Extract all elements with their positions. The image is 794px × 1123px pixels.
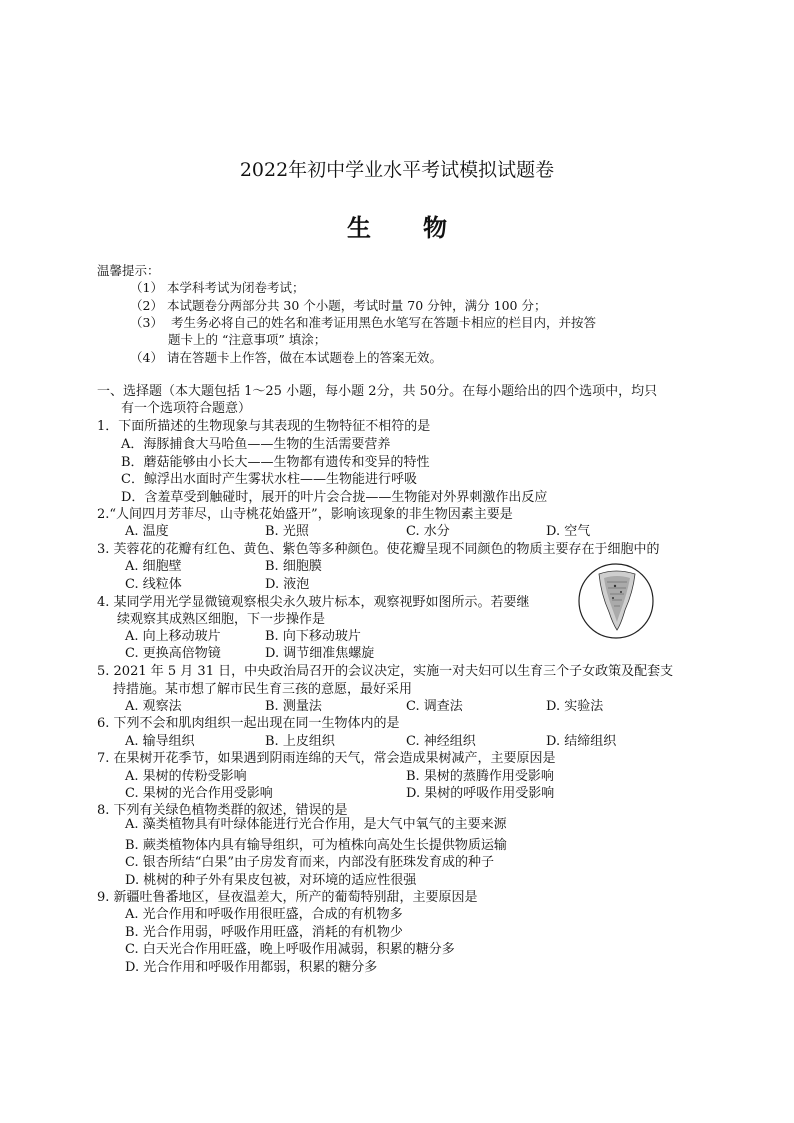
q2-option-d: D. 空气	[546, 524, 591, 539]
q5-stem: 5. 2021 年 5 月 31 日，中央政治局召开的会议决定，实施一对夫妇可以生育三个子女政策及配套支	[97, 664, 674, 679]
q3-option-c: C. 线粒体	[125, 577, 182, 592]
tip-num: （2）	[130, 298, 163, 313]
q7-option-b: B. 果树的蒸腾作用受影响	[406, 769, 554, 784]
q8-option-c: C. 银杏所结“白果”由子房发育而来，内部没有胚珠发育成的种子	[125, 855, 495, 870]
q2-option-a: A. 温度	[125, 524, 169, 539]
tip-4	[130, 349, 442, 366]
q9-option-a: A. 光合作用和呼吸作用很旺盛，合成的有机物多	[125, 907, 403, 922]
tip-text: 请在答题卡上作答，做在本试题卷上的答案无效。	[166, 350, 442, 365]
q6-option-d: D. 结缔组织	[546, 734, 617, 749]
q1-stem: 1．下面所描述的生物现象与其表现的生物特征不相符的是	[97, 419, 431, 434]
q1-option-a: A．海豚捕食大马哈鱼——生物的生活需要营养	[121, 437, 391, 452]
q4-option-b: B. 向下移动玻片	[265, 629, 361, 644]
tip-text: 本学科考试为闭卷考试；	[166, 280, 305, 295]
q4-option-d: D. 调节细准焦螺旋	[265, 646, 375, 661]
q2-option-c: C. 水分	[406, 524, 450, 539]
q9-option-b: B. 光合作用弱，呼吸作用旺盛，消耗的有机物少	[125, 925, 403, 940]
subject-title: 生物	[347, 213, 499, 242]
q7-stem: 7. 在果树开花季节，如果遇到阴雨连绵的天气，常会造成果树减产，主要原因是	[97, 751, 556, 766]
tip-3	[130, 314, 596, 331]
q6-stem: 6. 下列不会和肌肉组织一起出现在同一生物体内的是	[97, 716, 400, 731]
q9-option-d: D. 光合作用和呼吸作用都弱，积累的糖分多	[125, 960, 378, 975]
q8-option-a: A. 藻类植物具有叶绿体能进行光合作用，是大气中氧气的主要来源	[125, 817, 507, 832]
tip-text: 本试题卷分两部分共 30 个小题，考试时量 70 分钟，满分 100 分；	[166, 298, 547, 313]
tip-text: 考生务必将自己的姓名和准考证用黑色水笔写在答题卡相应的栏目内，并按答	[170, 315, 596, 330]
tip-num: （1）	[130, 280, 163, 295]
q4-option-c: C. 更换高倍物镜	[125, 646, 221, 661]
q1-option-d: D．含羞草受到触碰时，展开的叶片会合拢——生物能对外界刺激作出反应	[121, 490, 548, 505]
q7-option-c: C. 果树的光合作用受影响	[125, 786, 273, 801]
tip-3-cont: 题卡上的 “注意事项” 填涂；	[168, 332, 327, 347]
q7-option-a: A. 果树的传粉受影响	[125, 769, 247, 784]
q3-option-d: D. 液泡	[265, 577, 310, 592]
q2-option-b: B. 光照	[265, 524, 309, 539]
tip-1	[130, 279, 304, 296]
q1-option-b: B．蘑菇能够由小长大——生物都有遗传和变异的特性	[121, 455, 430, 470]
q8-option-d: D. 桃树的种子外有果皮包被，对环境的适应性很强	[125, 873, 417, 888]
q5-option-c: C. 调查法	[406, 699, 463, 714]
q4-stem: 4. 某同学用光学显微镜观察根尖永久玻片标本，观察视野如图所示。若要继	[97, 595, 530, 610]
q9-option-c: C. 白天光合作用旺盛，晚上呼吸作用减弱，积累的糖分多	[125, 942, 455, 957]
section-heading-cont: 有一个选项符合题意）	[121, 401, 252, 416]
q3-option-b: B. 细胞膜	[265, 559, 322, 574]
tip-num: （3）	[130, 315, 163, 330]
q3-stem: 3. 芙蓉花的花瓣有红色、黄色、紫色等多种颜色。使花瓣呈现不同颜色的物质主要存在于细胞中的	[97, 542, 660, 557]
tip-num: （4）	[130, 350, 163, 365]
q5-stem-cont: 持措施。某市想了解市民生育三孩的意愿，最好采用	[113, 682, 413, 697]
microscope-view-image	[577, 562, 655, 640]
q5-option-b: B. 测量法	[265, 699, 322, 714]
tip-2	[130, 297, 546, 314]
q3-option-a: A. 细胞壁	[125, 559, 182, 574]
tips-heading: 温馨提示：	[97, 263, 160, 278]
q2-stem: 2.“人间四月芳菲尽，山寺桃花始盛开”，影响该现象的非生物因素主要是	[97, 507, 513, 522]
q5-option-d: D. 实验法	[546, 699, 604, 714]
q6-option-c: C. 神经组织	[406, 734, 476, 749]
q4-stem-cont: 续观察其成熟区细胞，下一步操作是	[117, 612, 326, 627]
q6-option-a: A. 输导组织	[125, 734, 195, 749]
q8-stem: 8. 下列有关绿色植物类群的叙述，错误的是	[97, 803, 348, 818]
q4-option-a: A. 向上移动玻片	[125, 629, 221, 644]
q9-stem: 9. 新疆吐鲁番地区，昼夜温差大，所产的葡萄特别甜，主要原因是	[97, 890, 478, 905]
section-heading: 一、选择题（本大题包括 1～25 小题，每小题 2分，共 50分。在每小题给出的四个选项中，均只	[97, 384, 658, 399]
q8-option-b: B. 蕨类植物体内具有输导组织，可为植株向高处生长提供物质运输	[125, 838, 507, 853]
q5-option-a: A. 观察法	[125, 699, 182, 714]
q6-option-b: B. 上皮组织	[265, 734, 335, 749]
q7-option-d: D. 果树的呼吸作用受影响	[406, 786, 555, 801]
q1-option-c: C．鲸浮出水面时产生雾状水柱——生物能进行呼吸	[121, 472, 417, 487]
exam-title: 2022年初中学业水平考试模拟试题卷	[239, 159, 555, 181]
